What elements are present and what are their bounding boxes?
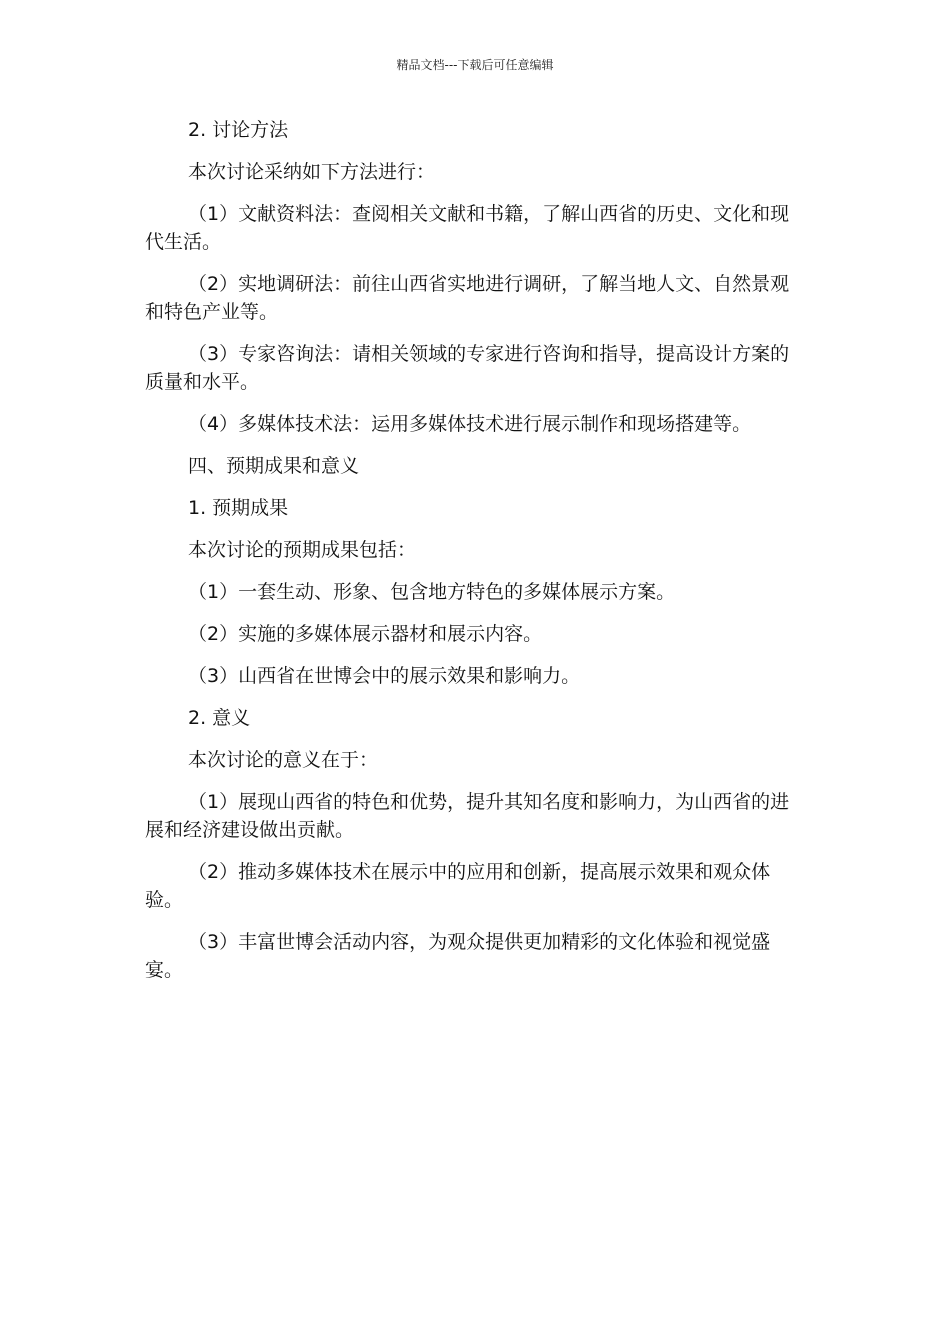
list-item: （1）一套生动、形象、包含地方特色的多媒体展示方案。 [188, 581, 676, 603]
section-heading-outcomes: 四、预期成果和意义 [188, 455, 360, 477]
list-item: （1）展现山西省的特色和优势，提升其知名度和影响力，为山西省的进展和经济建设做出贡献。 [145, 791, 790, 841]
subsection-heading-significance: 2. 意义 [188, 707, 251, 729]
list-item: （3）专家咨询法：请相关领域的专家进行咨询和指导，提高设计方案的质量和水平。 [145, 343, 790, 393]
paragraph: 本次讨论采纳如下方法进行： [188, 161, 436, 183]
page-header: 精品文档---下载后可任意编辑 [396, 58, 554, 72]
document-body [145, 116, 805, 984]
list-item: （2）实地调研法：前往山西省实地进行调研，了解当地人文、自然景观和特色产业等。 [145, 273, 790, 323]
section-heading-methods: 2. 讨论方法 [188, 119, 289, 141]
list-item: （1）文献资料法：查阅相关文献和书籍，了解山西省的历史、文化和现代生活。 [145, 203, 790, 253]
paragraph: 本次讨论的意义在于： [188, 749, 379, 771]
subsection-heading-expected: 1. 预期成果 [188, 497, 289, 519]
paragraph: 本次讨论的预期成果包括： [188, 539, 417, 561]
list-item: （4）多媒体技术法：运用多媒体技术进行展示制作和现场搭建等。 [188, 413, 752, 435]
list-item: （2）实施的多媒体展示器材和展示内容。 [188, 623, 543, 645]
list-item: （3）山西省在世博会中的展示效果和影响力。 [188, 665, 581, 687]
list-item: （3）丰富世博会活动内容，为观众提供更加精彩的文化体验和视觉盛宴。 [145, 931, 771, 981]
list-item: （2）推动多媒体技术在展示中的应用和创新，提高展示效果和观众体验。 [145, 861, 771, 911]
